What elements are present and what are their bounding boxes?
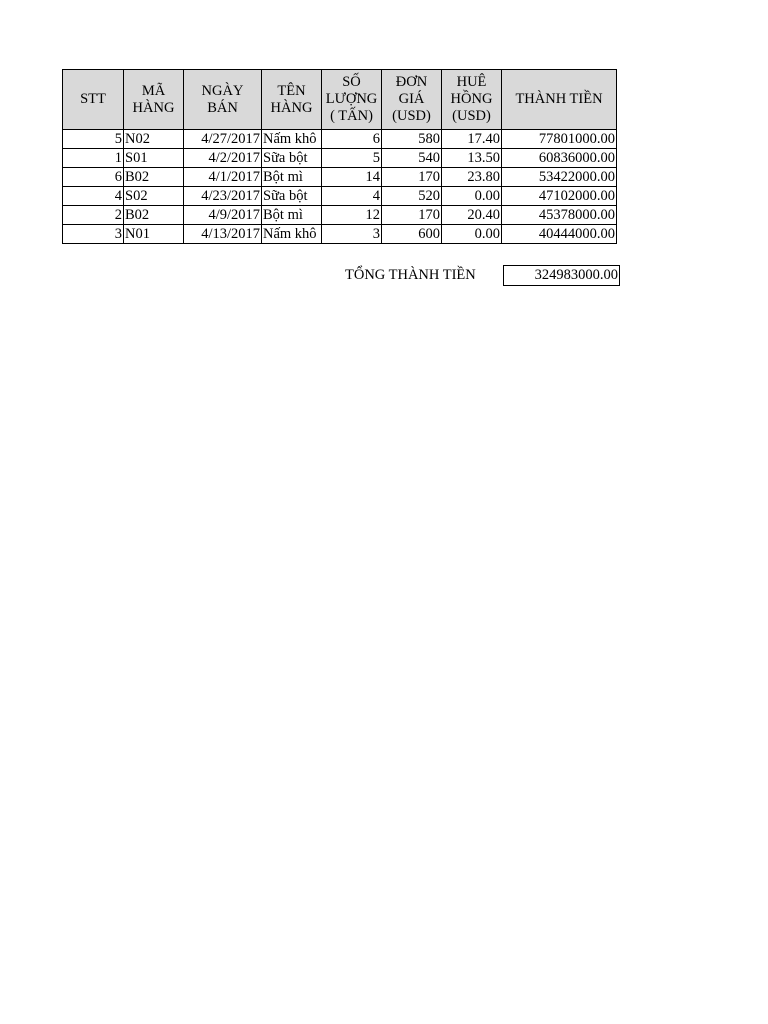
- cell-sale-date[interactable]: 4/2/2017: [184, 149, 262, 168]
- cell-quantity[interactable]: 4: [322, 187, 382, 206]
- cell-commission[interactable]: 13.50: [442, 149, 502, 168]
- cell-product-name[interactable]: Bột mì: [262, 168, 322, 187]
- cell-product-name[interactable]: Nấm khô: [262, 225, 322, 244]
- cell-commission[interactable]: 0.00: [442, 225, 502, 244]
- cell-total[interactable]: 45378000.00: [502, 206, 617, 225]
- cell-unit-price[interactable]: 170: [382, 206, 442, 225]
- cell-commission[interactable]: 17.40: [442, 130, 502, 149]
- table-row: [63, 225, 617, 244]
- cell-total[interactable]: 60836000.00: [502, 149, 617, 168]
- grand-total-value[interactable]: 324983000.00: [503, 265, 620, 286]
- table-row: [63, 149, 617, 168]
- header-sale-date[interactable]: NGÀY BÁN: [184, 70, 262, 130]
- cell-sale-date[interactable]: 4/9/2017: [184, 206, 262, 225]
- table-row: [63, 187, 617, 206]
- cell-product-code[interactable]: S02: [124, 187, 184, 206]
- cell-stt[interactable]: 3: [63, 225, 124, 244]
- cell-unit-price[interactable]: 600: [382, 225, 442, 244]
- cell-product-name[interactable]: Sữa bột: [262, 149, 322, 168]
- cell-stt[interactable]: 5: [63, 130, 124, 149]
- header-quantity[interactable]: SỐ LƯỢNG ( TẤN): [322, 70, 382, 130]
- cell-commission[interactable]: 23.80: [442, 168, 502, 187]
- cell-commission[interactable]: 0.00: [442, 187, 502, 206]
- cell-commission[interactable]: 20.40: [442, 206, 502, 225]
- cell-sale-date[interactable]: 4/23/2017: [184, 187, 262, 206]
- header-product-code[interactable]: MÃ HÀNG: [124, 70, 184, 130]
- header-row: [63, 70, 617, 130]
- cell-product-code[interactable]: N02: [124, 130, 184, 149]
- cell-total[interactable]: 47102000.00: [502, 187, 617, 206]
- cell-quantity[interactable]: 12: [322, 206, 382, 225]
- cell-product-code[interactable]: B02: [124, 168, 184, 187]
- cell-unit-price[interactable]: 170: [382, 168, 442, 187]
- header-unit-price[interactable]: ĐƠN GIÁ (USD): [382, 70, 442, 130]
- cell-unit-price[interactable]: 520: [382, 187, 442, 206]
- cell-total[interactable]: 40444000.00: [502, 225, 617, 244]
- cell-sale-date[interactable]: 4/1/2017: [184, 168, 262, 187]
- cell-product-code[interactable]: B02: [124, 206, 184, 225]
- header-total[interactable]: THÀNH TIỀN: [502, 70, 617, 130]
- cell-sale-date[interactable]: 4/13/2017: [184, 225, 262, 244]
- cell-stt[interactable]: 6: [63, 168, 124, 187]
- header-commission[interactable]: HUÊ HỒNG (USD): [442, 70, 502, 130]
- cell-stt[interactable]: 4: [63, 187, 124, 206]
- cell-product-name[interactable]: Sữa bột: [262, 187, 322, 206]
- cell-product-code[interactable]: S01: [124, 149, 184, 168]
- grand-total-label[interactable]: TỔNG THÀNH TIỀN: [345, 267, 476, 283]
- cell-product-name[interactable]: Nấm khô: [262, 130, 322, 149]
- table-row: [63, 206, 617, 225]
- cell-stt[interactable]: 2: [63, 206, 124, 225]
- cell-unit-price[interactable]: 580: [382, 130, 442, 149]
- cell-total[interactable]: 53422000.00: [502, 168, 617, 187]
- table-row: [63, 168, 617, 187]
- table-row: [63, 130, 617, 149]
- cell-stt[interactable]: 1: [63, 149, 124, 168]
- cell-product-code[interactable]: N01: [124, 225, 184, 244]
- cell-total[interactable]: 77801000.00: [502, 130, 617, 149]
- cell-quantity[interactable]: 3: [322, 225, 382, 244]
- cell-quantity[interactable]: 14: [322, 168, 382, 187]
- cell-quantity[interactable]: 6: [322, 130, 382, 149]
- cell-sale-date[interactable]: 4/27/2017: [184, 130, 262, 149]
- sales-table: [62, 69, 617, 244]
- header-stt[interactable]: STT: [63, 70, 124, 130]
- cell-quantity[interactable]: 5: [322, 149, 382, 168]
- cell-product-name[interactable]: Bột mì: [262, 206, 322, 225]
- cell-unit-price[interactable]: 540: [382, 149, 442, 168]
- header-product-name[interactable]: TÊN HÀNG: [262, 70, 322, 130]
